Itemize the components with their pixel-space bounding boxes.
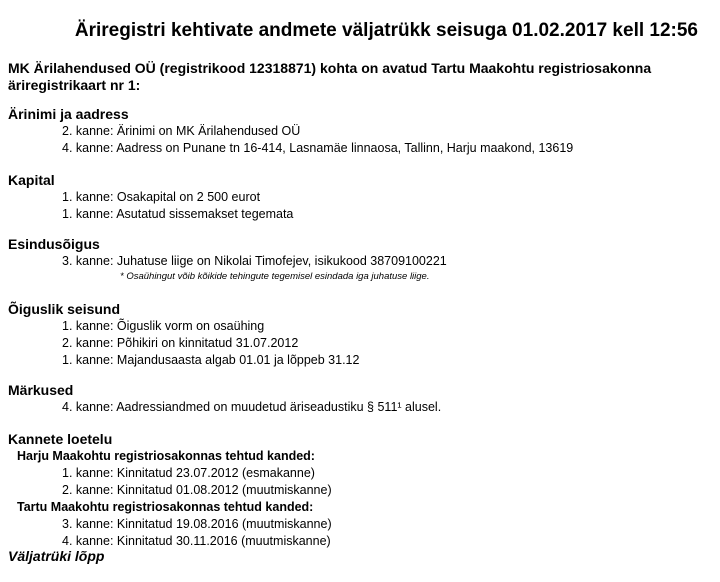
entry-legal-form: 1. kanne: Õiguslik vorm on osaühing	[62, 319, 265, 333]
entry-fiscal-year: 1. kanne: Majandusaasta algab 01.01 ja lõppeb 31.12	[62, 353, 360, 367]
entry-address: 4. kanne: Aadress on Punane tn 16-414, Lasnamäe linnaosa, Tallinn, Harju maakond, 13619	[62, 141, 574, 155]
section-remarks	[8, 381, 713, 416]
document-title: Äriregistri kehtivate andmete väljatrükk seisuga 01.02.2017 kell 12:56	[74, 20, 698, 41]
section-heading: Õiguslik seisund	[8, 301, 121, 317]
entry-share-capital: 1. kanne: Osakapital on 2 500 eurot	[62, 190, 261, 204]
section-heading: Ärinimi ja aadress	[8, 106, 129, 122]
entry-board-member: 3. kanne: Juhatuse liige on Nikolai Timofejev, isikukood 38709100221	[62, 254, 447, 268]
list-item: 1. kanne: Kinnitatud 23.07.2012 (esmakanne)	[62, 466, 315, 480]
entry-articles: 2. kanne: Põhikiri on kinnitatud 31.07.2012	[62, 336, 299, 350]
intro-text: MK Ärilahendused OÜ (registrikood 12318871) kohta on avatud Tartu Maakohtu registriosakonna äriregistrikaart nr 1:	[8, 60, 652, 93]
list-item: 2. kanne: Kinnitatud 01.08.2012 (muutmiskanne)	[62, 483, 332, 497]
section-entries-list	[8, 430, 713, 550]
section-heading: Märkused	[8, 382, 74, 398]
list-item: 3. kanne: Kinnitatud 19.08.2016 (muutmiskanne)	[62, 517, 332, 531]
representation-note: * Osaühingut võib kõikide tehingute tegemisel esindada iga juhatuse liige.	[120, 271, 430, 282]
list-item: 4. kanne: Kinnitatud 30.11.2016 (muutmiskanne)	[62, 534, 331, 548]
entry-contribution: 1. kanne: Asutatud sissemakset tegemata	[62, 207, 294, 221]
section-legal-status	[8, 300, 713, 369]
entry-remark: 4. kanne: Aadressiandmed on muudetud äriseadustiku § 511¹ alusel.	[62, 400, 442, 414]
section-representation	[8, 235, 713, 284]
entry-business-name: 2. kanne: Ärinimi on MK Ärilahendused OÜ	[62, 124, 301, 138]
section-heading: Kapital	[8, 172, 55, 188]
subsection-heading-harju: Harju Maakohtu registriosakonnas tehtud kanded:	[17, 449, 315, 463]
section-heading: Kannete loetelu	[8, 431, 113, 447]
section-business-name-address	[8, 105, 713, 157]
subsection-heading-tartu: Tartu Maakohtu registriosakonnas tehtud kanded:	[17, 500, 314, 514]
section-capital	[8, 171, 713, 223]
printout-end-label: Väljatrüki lõpp	[8, 548, 105, 564]
section-heading: Esindusõigus	[8, 236, 100, 252]
